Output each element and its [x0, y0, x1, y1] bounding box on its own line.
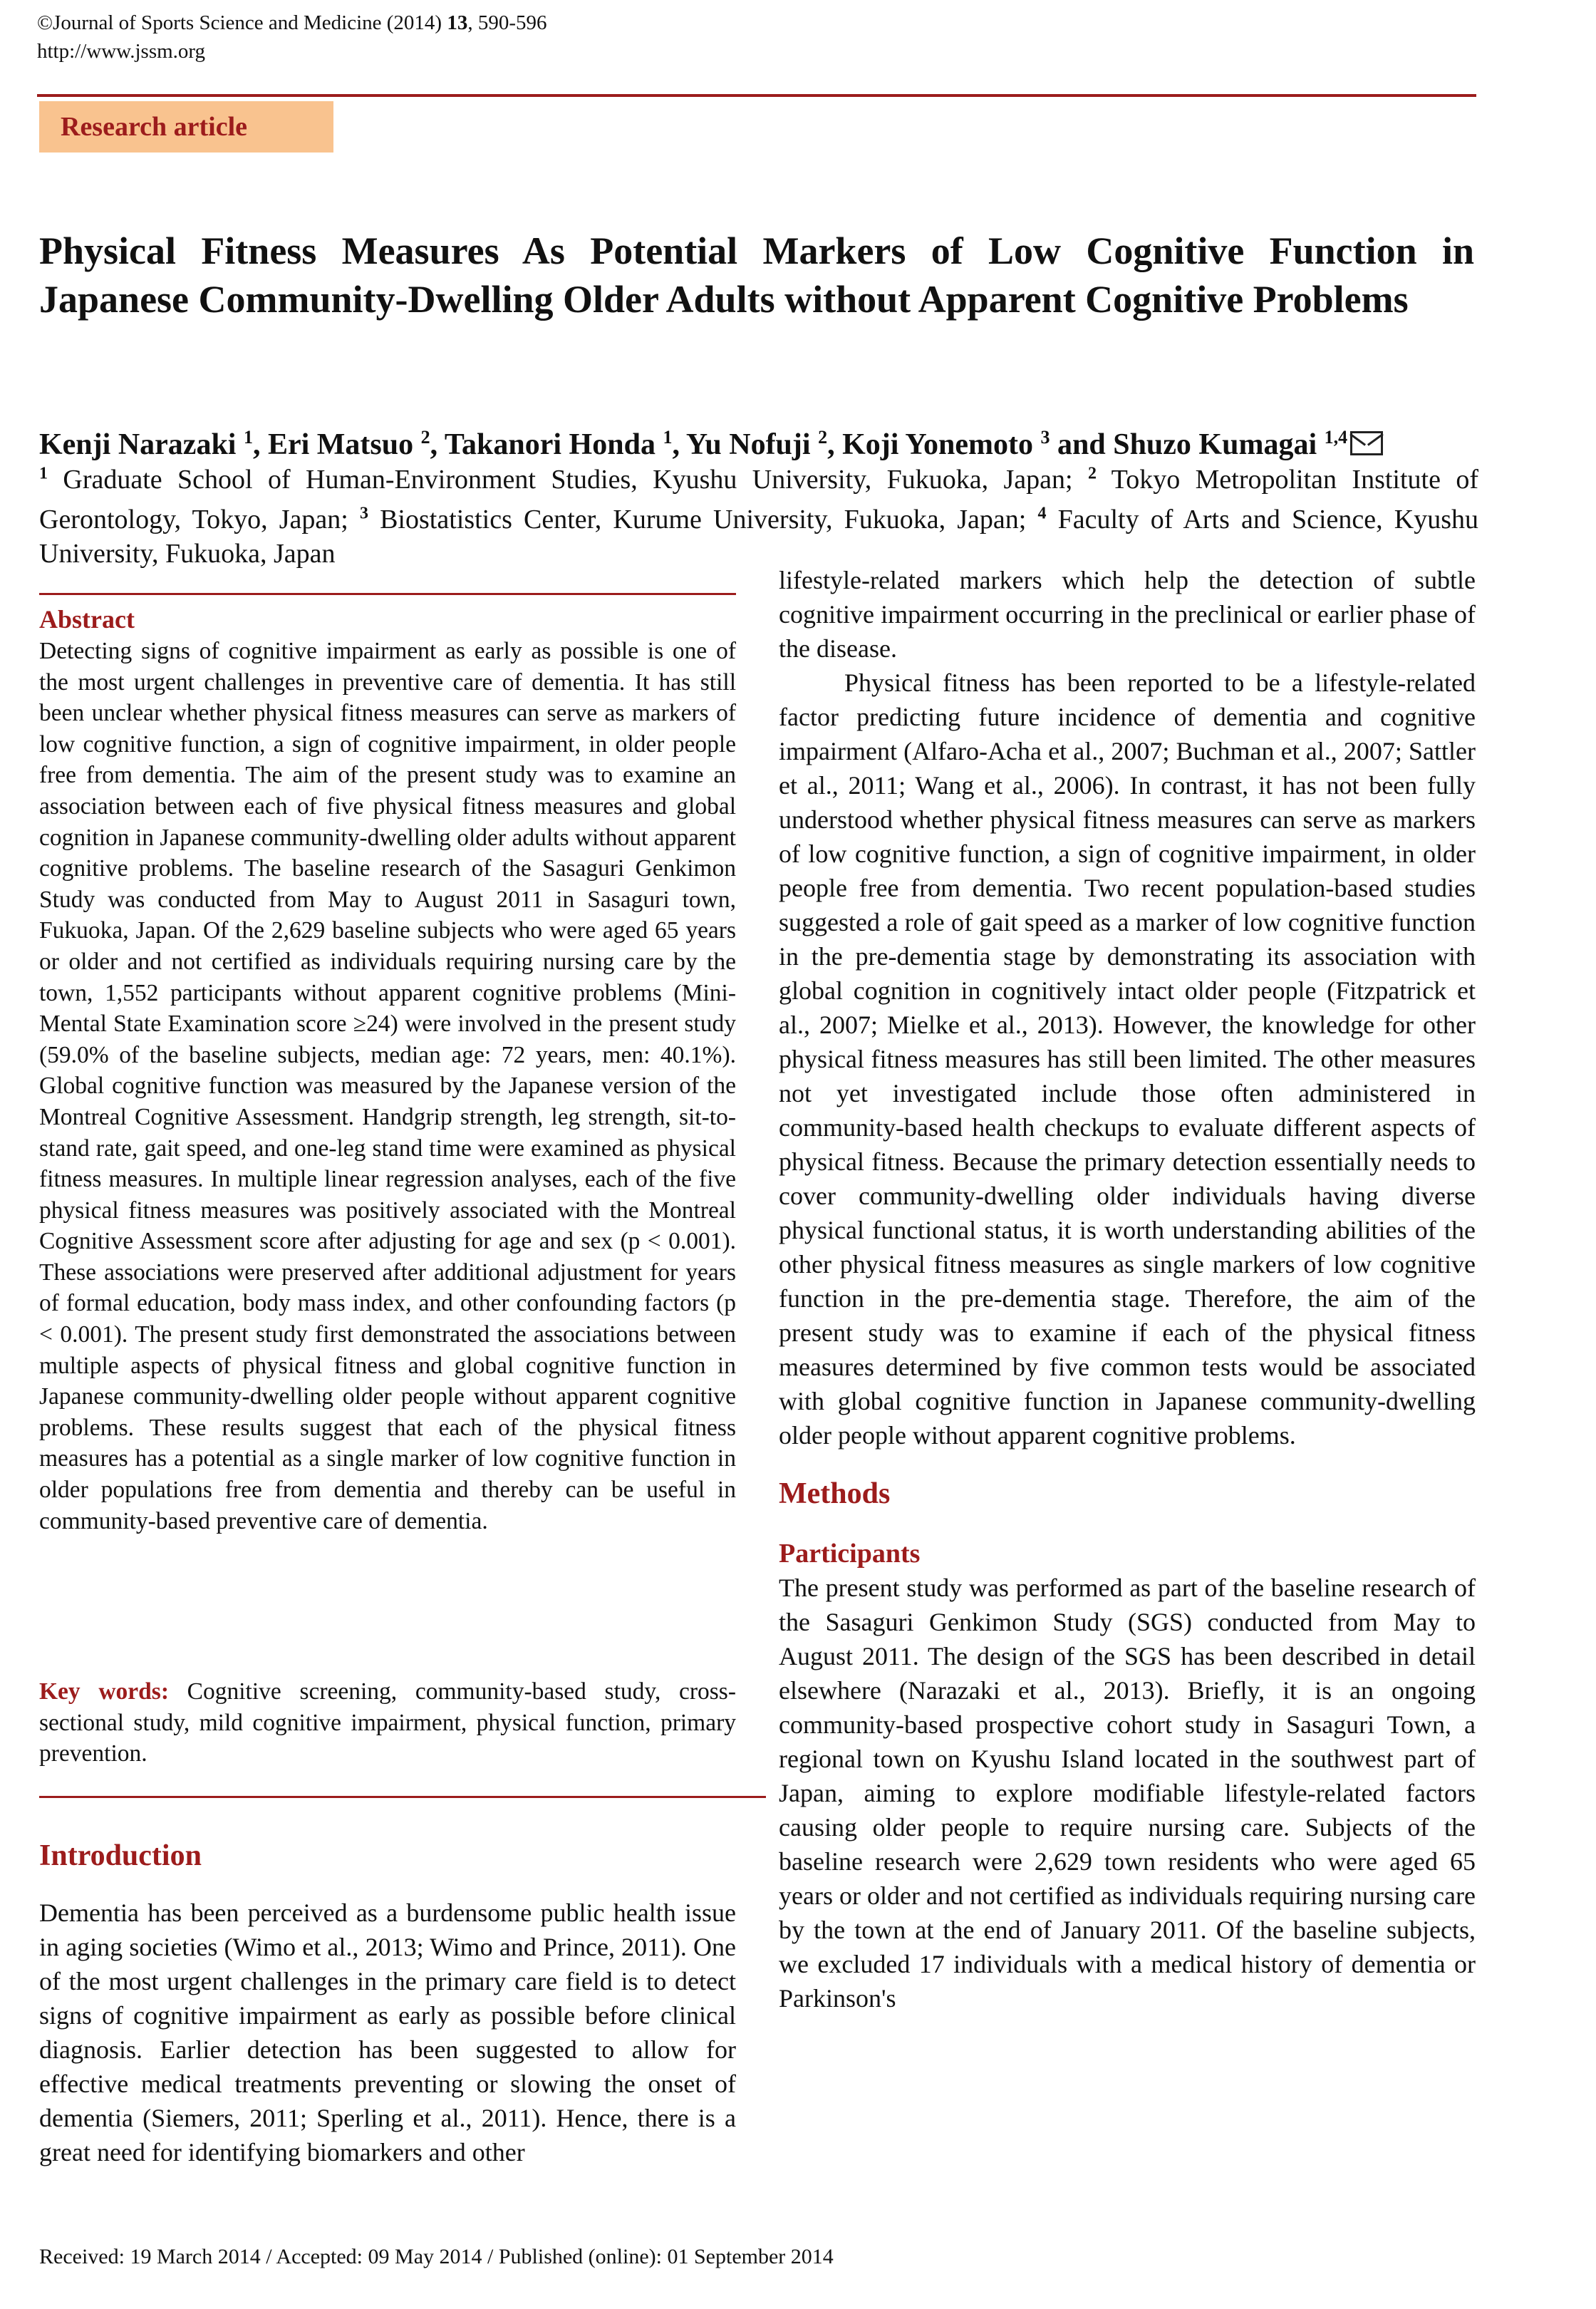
- affiliations: [39, 456, 1478, 571]
- journal-header: [37, 9, 547, 66]
- paragraph: Physical fitness has been reported to be a lifestyle-related factor predicting future incidence of dementia and cognitive impairment (Alfaro-Acha et al., 2007; Buchman et al., 2007; Sattler et al., 2011; Wang et al., 2006). In contrast, it has not been fully understood whether physical fitness measures can serve as markers of low cognitive function, a sign of cognitive impairment, in older people free from dementia. Two recent population-based studies suggested a role of gait speed as a marker of low cognitive function in the pre-dementia stage by demonstrating its association with global cognition in cognitively intact older people (Fitzpatrick et al., 2007; Mielke et al., 2013). However, the knowledge for other physical fitness measures has still been limited. The other measures not yet investigated include those often administered in community-based health checkups to evaluate different aspects of physical fitness. Because the primary detection essentially needs to cover community-dwelling older individuals having diverse physical functional status, it is worth understanding abilities of the other physical fitness measures as single markers of low cognitive function in the pre-dementia stage. Therefore, the aim of the present study was to examine if each of the physical fitness measures determined by five common tests would be associated with global cognitive function in Japanese community-dwelling older people without apparent cognitive problems.: [779, 668, 1476, 1450]
- article-type-label: Research article: [61, 112, 248, 142]
- affiliation: $^3$ Biostatistics Center, Kurume University, Fukuoka, Japan;: [359, 504, 1038, 535]
- paragraph: Dementia has been perceived as a burdensome public health issue in aging societies (Wimo et al., 2013; Wimo and Prince, 2011). One of the most urgent challenges in the primary care field is to detect signs of cognitive impairment as early as possible before clinical diagnosis. Earlier detection has been suggested to allow for effective medical treatments preventing or slowing the onset of dementia (Siemers, 2011; Sperling et al., 2011). Hence, there is a great need for identifying biomarkers and other: [39, 1899, 736, 2166]
- keywords-text: Cognitive screening, community-based study, cross-sectional study, mild cognitive impairment, physical function, primary prevention.: [39, 1678, 736, 1767]
- author: Shuzo Kumagai $^{1,4}$: [1113, 427, 1348, 461]
- affiliation: $^4$ Faculty of Arts and Science, Kyushu University, Fukuoka, Japan: [39, 504, 1478, 569]
- paragraph: lifestyle-related markers which help the detection of subtle cognitive impairment occurring in the preclinical or earlier phase of the disease.: [779, 566, 1476, 663]
- author: Kenji Narazaki $^1$,: [39, 427, 268, 461]
- email-icon[interactable]: [1350, 431, 1383, 455]
- author: Takanori Honda $^1$,: [444, 427, 686, 461]
- abstract-top-rule: [39, 593, 736, 595]
- right-column: [779, 563, 1476, 2015]
- keywords: [39, 1676, 736, 1770]
- journal-volume: 13: [447, 11, 468, 34]
- author: Eri Matsuo $^2$,: [267, 427, 445, 461]
- author: Koji Yonemoto $^3$ and: [842, 427, 1114, 461]
- affiliation: $^2$ Tokyo Metropolitan Institute of Gerontology, Tokyo, Japan;: [39, 464, 1478, 535]
- keywords-heading: Key words:: [39, 1678, 169, 1705]
- journal-citation: ©Journal of Sports Science and Medicine (2014) 13, 590-596: [37, 11, 547, 34]
- introduction-body: [39, 1896, 736, 2169]
- methods-heading: Methods: [779, 1477, 891, 1510]
- affiliation: $^1$ Graduate School of Human-Environment Studies, Kyushu University, Fukuoka, Japan;: [39, 464, 1088, 495]
- paper-title: Physical Fitness Measures As Potential Markers of Low Cognitive Function in Japanese Community-Dwelling Older Adults without Apparent Cognitive Problems: [39, 229, 1474, 321]
- abstract-heading: Abstract: [39, 605, 135, 634]
- introduction-heading: Introduction: [39, 1839, 202, 1872]
- abstract-bottom-rule: [39, 1796, 766, 1798]
- paragraph: The present study was performed as part of the baseline research of the Sasaguri Genkimon Study (SGS) conducted from May to August 2011. The design of the SGS has been described in detail elsewhere (Narazaki et al., 2013). Briefly, it is an ongoing community-based prospective cohort study in Sasaguri Town, a regional town on Kyushu Island located in the southwest part of Japan, aiming to explore modifiable lifestyle-related factors causing older people to require nursing care. Subjects of the baseline research were 2,629 town residents who were aged 65 years or older and not certified as individuals requiring nursing care by the town at the end of January 2011. Of the baseline subjects, we excluded 17 individuals with a medical history of dementia or Parkinson's: [779, 1574, 1476, 2013]
- header-rule: [37, 94, 1476, 97]
- abstract: [39, 603, 736, 1536]
- received-dates: Received: 19 March 2014 / Accepted: 09 May 2014 / Published (online): 01 September 2014: [39, 2245, 834, 2268]
- article-type-badge: [39, 101, 333, 153]
- abstract-text: Detecting signs of cognitive impairment as early as possible is one of the most urgent challenges in preventive care of dementia. It has still been unclear whether physical fitness measures can serve as markers of low cognitive function, a sign of cognitive impairment, in older people free from dementia. The aim of the present study was to examine an association between each of five physical fitness measures and global cognition in Japanese community-dwelling older adults without apparent cognitive problems. The baseline research of the Sasaguri Genkimon Study was conducted from May to August 2011 in Sasaguri town, Fukuoka, Japan. Of the 2,629 baseline subjects who were aged 65 years or older and not certified as individuals requiring nursing care by the town, 1,552 participants without apparent cognitive problems (Mini-Mental State Examination score ≥24) were involved in the present study (59.0% of the baseline subjects, median age: 72 years, men: 40.1%). Global cognitive function was measured by the Japanese version of the Montreal Cognitive Assessment. Handgrip strength, leg strength, sit-to-stand rate, gait speed, and one-leg stand time were examined as physical fitness measures. In multiple linear regression analyses, each of the five physical fitness measures was positively associated with the Montreal Cognitive Assessment score after adjusting for age and sex (p < 0.001). These associations were preserved after additional adjustment for years of formal education, body mass index, and other confounding factors (p < 0.001). The present study first demonstrated the associations between multiple aspects of physical fitness and global cognitive function in Japanese community-dwelling older people without apparent cognitive problems. These results suggest that each of the physical fitness measures has a potential as a single marker of low cognitive function in older populations free from dementia and thereby can be useful in community-based preventive care of dementia.: [39, 638, 736, 1534]
- author: Yu Nofuji $^2$,: [685, 427, 843, 461]
- journal-url[interactable]: http://www.jssm.org: [37, 40, 206, 63]
- participants-heading: Participants: [779, 1539, 921, 1569]
